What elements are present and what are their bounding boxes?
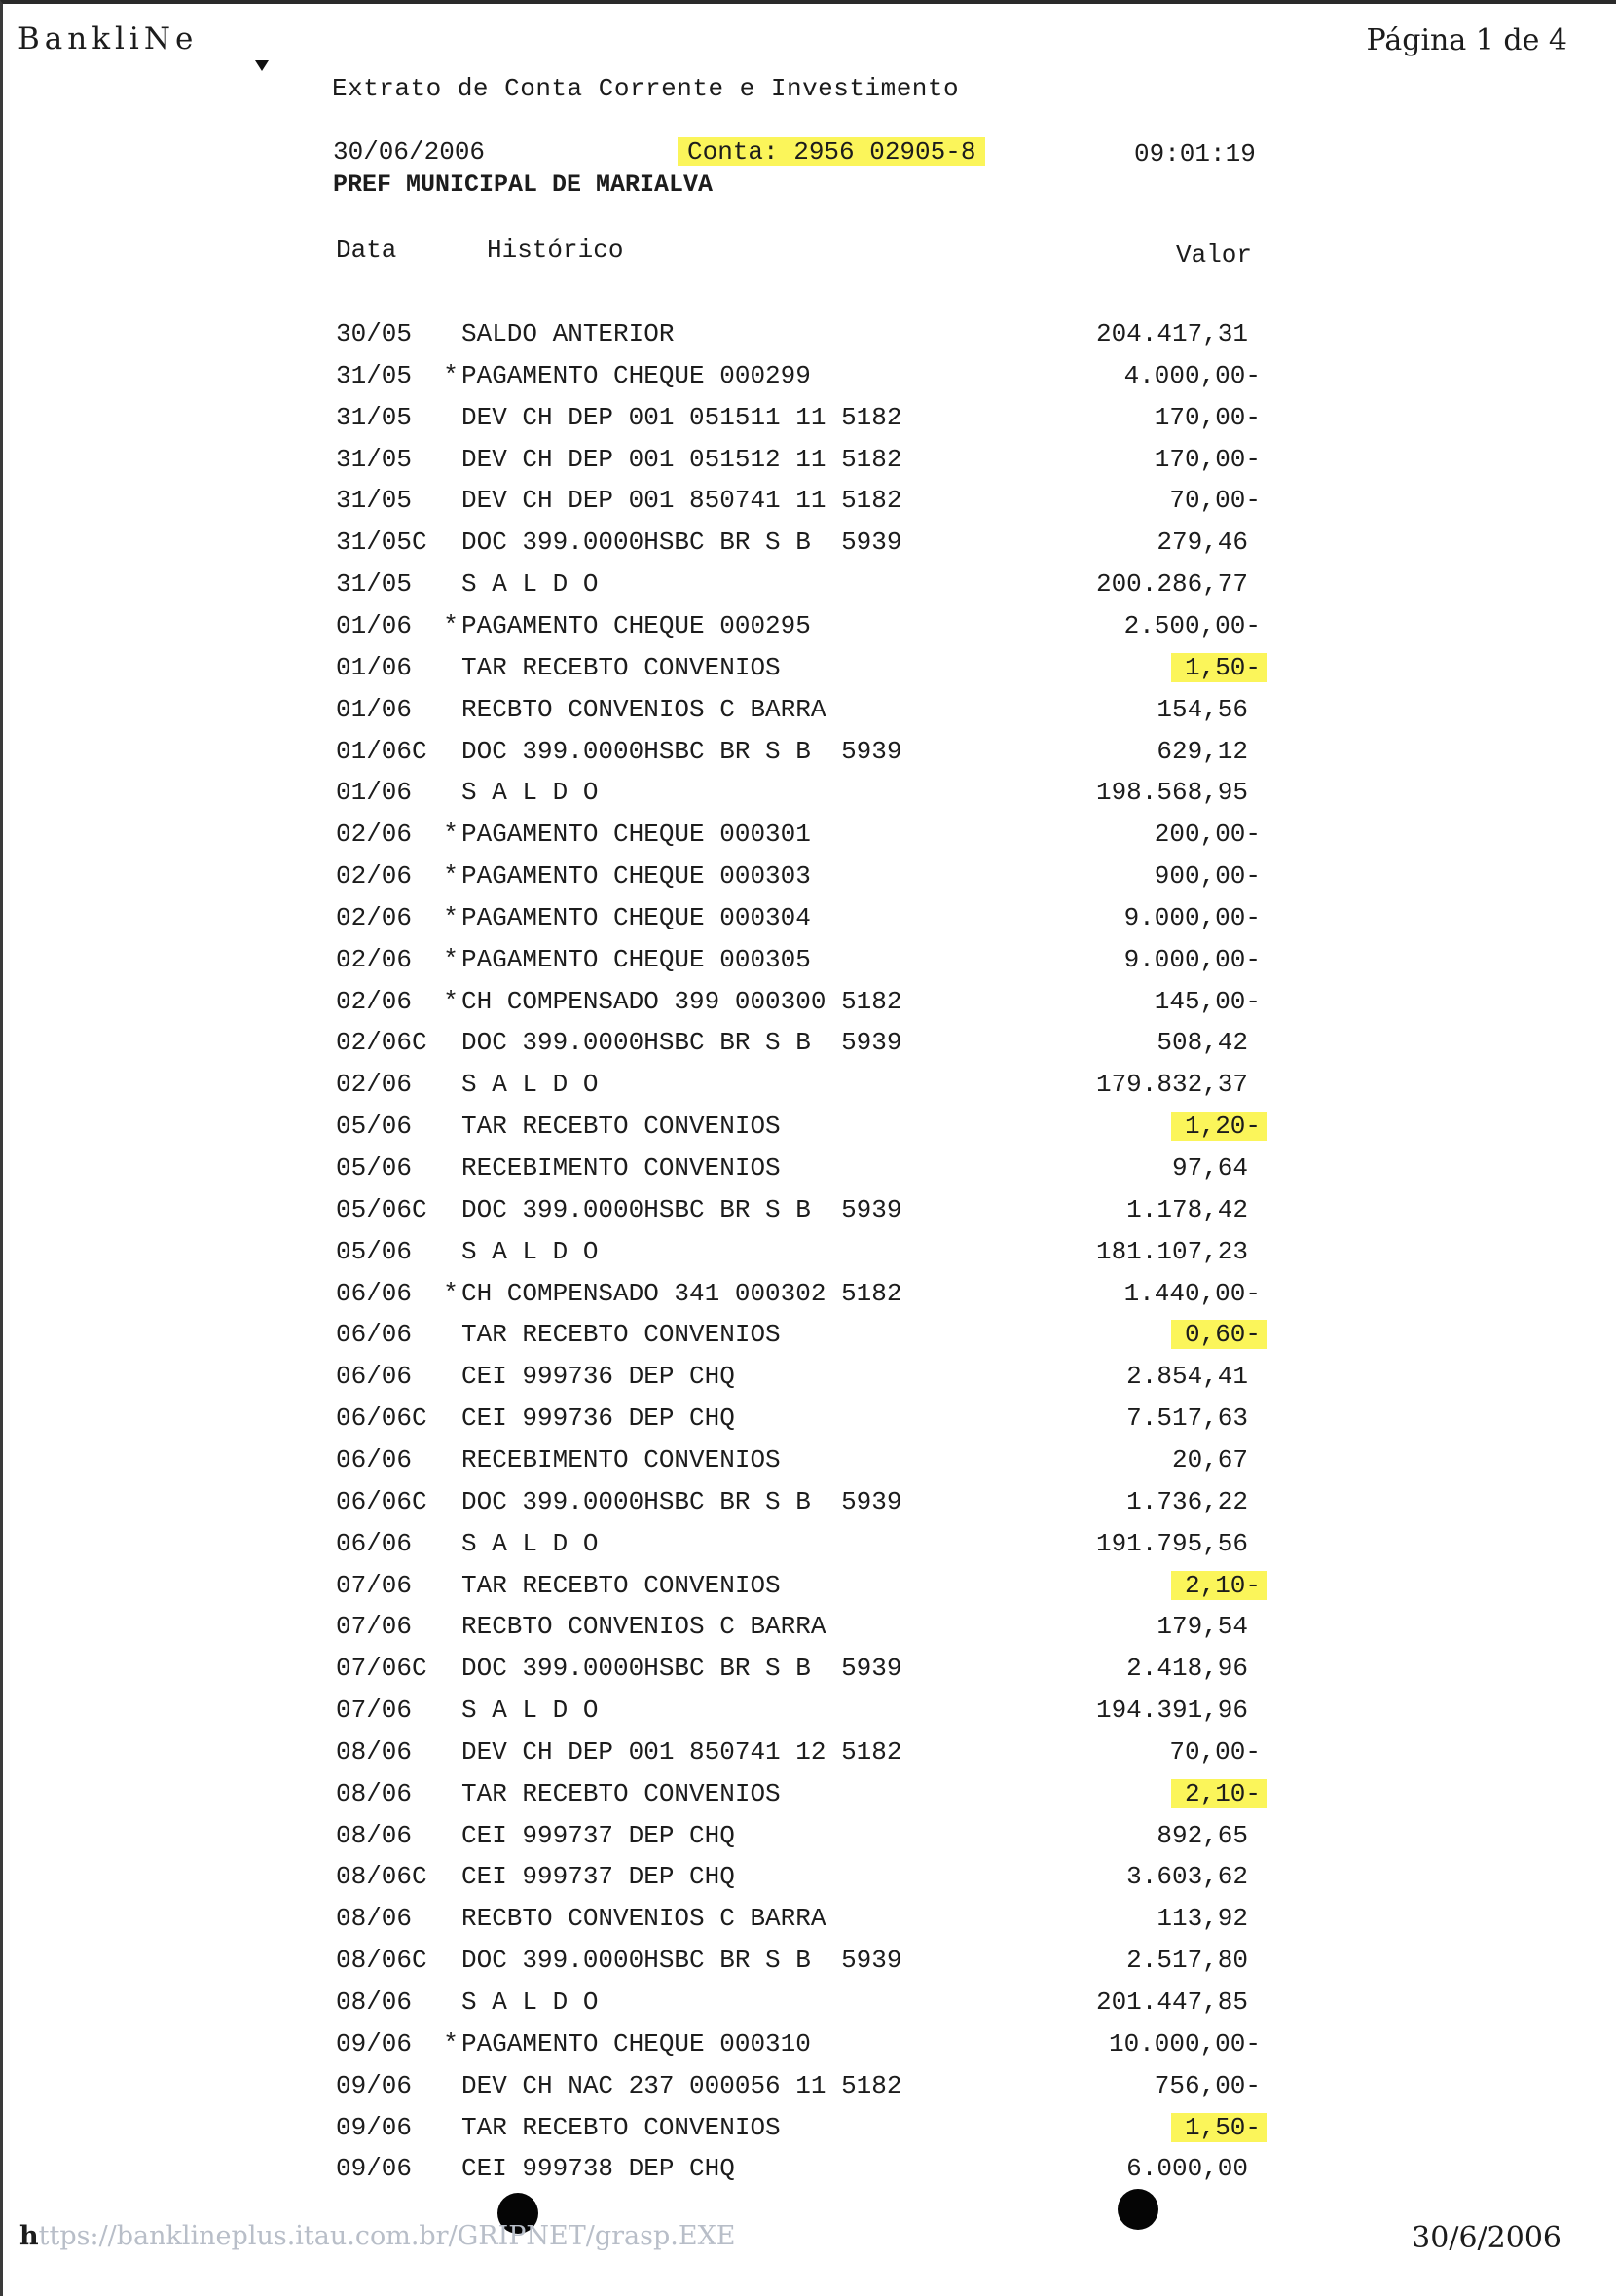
row-value: 629,12 (1157, 737, 1248, 766)
row-history: S A L D O (461, 778, 599, 807)
row-value: 508,42 (1157, 1028, 1248, 1057)
row-value: 900,00- (1154, 861, 1261, 891)
row-history: S A L D O (461, 1695, 599, 1725)
row-history: RECBTO CONVENIOS C BARRA (461, 1612, 826, 1641)
row-date: 01/06 (336, 695, 413, 724)
table-row (0, 820, 1616, 858)
row-history: RECBTO CONVENIOS C BARRA (461, 695, 826, 724)
account-holder: PREF MUNICIPAL DE MARIALVA (333, 170, 714, 199)
table-row (0, 1279, 1616, 1318)
table-row (0, 528, 1616, 566)
row-date: 09/06 (336, 2071, 413, 2100)
row-history: DEV CH DEP 001 051511 11 5182 (461, 403, 902, 432)
row-date: 31/05 (336, 445, 413, 474)
row-date: 06/06C (336, 1487, 427, 1516)
row-date: 31/05 (336, 569, 413, 599)
row-history: S A L D O (461, 1529, 599, 1558)
row-date: 08/06 (336, 1779, 413, 1808)
table-row (0, 1779, 1616, 1818)
row-value: 10.000,00- (1108, 2029, 1261, 2059)
row-value: 154,56 (1157, 695, 1248, 724)
row-history: TAR RECEBTO CONVENIOS (461, 653, 781, 682)
row-value: 1.736,22 (1126, 1487, 1248, 1516)
table-row (0, 445, 1616, 484)
table-row (0, 903, 1616, 942)
table-row (0, 653, 1616, 692)
row-date: 06/06C (336, 1403, 427, 1433)
table-row (0, 611, 1616, 650)
row-history: CEI 999737 DEP CHQ (461, 1821, 735, 1850)
account-number: Conta: 2956 02905-8 (678, 137, 985, 166)
table-row (0, 1612, 1616, 1651)
row-value: 181.107,23 (1095, 1237, 1248, 1266)
row-value: 97,64 (1171, 1153, 1248, 1183)
row-date: 06/06 (336, 1529, 413, 1558)
row-value: 170,00- (1154, 445, 1261, 474)
footer-url-prefix: h (19, 2221, 39, 2251)
row-date: 02/06 (336, 903, 413, 932)
row-history: TAR RECEBTO CONVENIOS (461, 1320, 781, 1349)
row-date: 06/06 (336, 1445, 413, 1475)
footer-url-rest: ttps://banklineplus.itau.com.br/GRIPNET/grasp.EXE (38, 2221, 736, 2251)
row-value: 4.000,00- (1123, 361, 1261, 390)
row-mark: * (443, 611, 459, 640)
row-date: 08/06C (336, 1862, 427, 1891)
row-date: 07/06 (336, 1571, 413, 1600)
footer-url (19, 2221, 736, 2251)
table-row (0, 319, 1616, 358)
table-row (0, 569, 1616, 608)
row-date: 01/06 (336, 778, 413, 807)
row-value: 1.440,00- (1123, 1279, 1261, 1308)
table-row (0, 2029, 1616, 2068)
table-row (0, 1695, 1616, 1734)
row-date: 09/06 (336, 2154, 413, 2183)
row-value: 2.517,80 (1126, 1946, 1248, 1975)
table-row (0, 1445, 1616, 1484)
row-value: 145,00- (1154, 987, 1261, 1016)
table-row (0, 2113, 1616, 2152)
statement-time: 09:01:19 (1134, 139, 1256, 168)
row-date: 07/06 (336, 1695, 413, 1725)
table-row (0, 1487, 1616, 1526)
row-value: 892,65 (1157, 1821, 1248, 1850)
row-history: DEV CH DEP 001 051512 11 5182 (461, 445, 902, 474)
row-value: 70,00- (1169, 1737, 1261, 1767)
row-date: 06/06 (336, 1362, 413, 1391)
row-history: DOC 399.0000HSBC BR S B 5939 (461, 1195, 902, 1224)
row-history: CEI 999736 DEP CHQ (461, 1403, 735, 1433)
row-date: 06/06 (336, 1320, 413, 1349)
table-row (0, 1362, 1616, 1401)
table-row (0, 1028, 1616, 1067)
app-title: BankliNe (18, 21, 199, 56)
row-value: 194.391,96 (1095, 1695, 1248, 1725)
row-date: 01/06 (336, 611, 413, 640)
table-row (0, 1153, 1616, 1192)
row-value: 179.832,37 (1095, 1070, 1248, 1099)
row-value: 200,00- (1154, 820, 1261, 849)
table-row (0, 1946, 1616, 1985)
row-history: S A L D O (461, 1070, 599, 1099)
row-mark: * (443, 861, 459, 891)
row-date: 08/06 (336, 1737, 413, 1767)
row-mark: * (443, 1279, 459, 1308)
table-row (0, 2071, 1616, 2110)
table-row (0, 1529, 1616, 1568)
row-date: 08/06 (336, 1821, 413, 1850)
row-date: 07/06C (336, 1654, 427, 1683)
row-value: 70,00- (1169, 486, 1261, 515)
row-history: S A L D O (461, 1987, 599, 2017)
row-value: 1.178,42 (1126, 1195, 1248, 1224)
row-value: 9.000,00- (1123, 945, 1261, 974)
row-value: 1,50- (1171, 2113, 1267, 2142)
row-date: 02/06 (336, 861, 413, 891)
row-date: 30/05 (336, 319, 413, 348)
row-value: 2,10- (1171, 1779, 1267, 1808)
table-row (0, 1320, 1616, 1359)
footer-print-date: 30/6/2006 (1412, 2221, 1561, 2255)
row-value: 198.568,95 (1095, 778, 1248, 807)
row-value: 279,46 (1157, 528, 1248, 557)
row-date: 01/06 (336, 653, 413, 682)
row-history: DOC 399.0000HSBC BR S B 5939 (461, 1654, 902, 1683)
row-date: 31/05C (336, 528, 427, 557)
row-history: DOC 399.0000HSBC BR S B 5939 (461, 1946, 902, 1975)
punch-hole-right (1118, 2189, 1158, 2230)
row-value: 2,10- (1171, 1571, 1267, 1600)
row-history: CEI 999736 DEP CHQ (461, 1362, 735, 1391)
table-row (0, 486, 1616, 525)
table-row (0, 1862, 1616, 1901)
row-mark: * (443, 820, 459, 849)
table-row (0, 778, 1616, 817)
row-mark: * (443, 987, 459, 1016)
row-date: 02/06 (336, 987, 413, 1016)
row-value: 9.000,00- (1123, 903, 1261, 932)
row-mark: * (443, 361, 459, 390)
row-date: 07/06 (336, 1612, 413, 1641)
row-history: RECBTO CONVENIOS C BARRA (461, 1904, 826, 1933)
row-history: CEI 999738 DEP CHQ (461, 2154, 735, 2183)
column-header-value: Valor (1176, 240, 1253, 270)
row-value: 2.418,96 (1126, 1654, 1248, 1683)
table-row (0, 1737, 1616, 1776)
row-value: 170,00- (1154, 403, 1261, 432)
table-row (0, 1571, 1616, 1610)
row-history: DEV CH DEP 001 850741 12 5182 (461, 1737, 902, 1767)
row-history: PAGAMENTO CHEQUE 000304 (461, 903, 811, 932)
row-value: 204.417,31 (1095, 319, 1248, 348)
row-date: 31/05 (336, 361, 413, 390)
row-history: S A L D O (461, 569, 599, 599)
row-history: DOC 399.0000HSBC BR S B 5939 (461, 528, 902, 557)
table-row (0, 945, 1616, 984)
row-date: 02/06C (336, 1028, 427, 1057)
row-value: 179,54 (1157, 1612, 1248, 1641)
row-value: 191.795,56 (1095, 1529, 1248, 1558)
row-history: DOC 399.0000HSBC BR S B 5939 (461, 1487, 902, 1516)
row-history: PAGAMENTO CHEQUE 000299 (461, 361, 811, 390)
row-date: 09/06 (336, 2113, 413, 2142)
row-value: 3.603,62 (1126, 1862, 1248, 1891)
row-history: DEV CH DEP 001 850741 11 5182 (461, 486, 902, 515)
row-value: 20,67 (1171, 1445, 1248, 1475)
row-value: 1,50- (1171, 653, 1267, 682)
row-date: 06/06 (336, 1279, 413, 1308)
row-date: 08/06C (336, 1946, 427, 1975)
row-date: 05/06 (336, 1112, 413, 1141)
row-value: 0,60- (1171, 1320, 1267, 1349)
row-date: 01/06C (336, 737, 427, 766)
table-row (0, 1821, 1616, 1860)
column-header-date: Data (336, 236, 397, 265)
table-row (0, 861, 1616, 900)
row-date: 02/06 (336, 1070, 413, 1099)
row-date: 08/06 (336, 1987, 413, 2017)
row-history: PAGAMENTO CHEQUE 000305 (461, 945, 811, 974)
row-history: TAR RECEBTO CONVENIOS (461, 1112, 781, 1141)
row-date: 05/06 (336, 1237, 413, 1266)
row-mark: * (443, 945, 459, 974)
row-history: CH COMPENSADO 341 000302 5182 (461, 1279, 902, 1308)
table-row (0, 2154, 1616, 2193)
row-history: PAGAMENTO CHEQUE 000295 (461, 611, 811, 640)
table-row (0, 1987, 1616, 2026)
table-row (0, 1195, 1616, 1234)
table-row (0, 1904, 1616, 1943)
row-date: 02/06 (336, 945, 413, 974)
row-value: 2.500,00- (1123, 611, 1261, 640)
row-value: 1,20- (1171, 1112, 1267, 1141)
table-row (0, 1403, 1616, 1442)
table-row (0, 403, 1616, 442)
row-date: 08/06 (336, 1904, 413, 1933)
row-mark: * (443, 2029, 459, 2059)
table-row (0, 361, 1616, 400)
row-history: CH COMPENSADO 399 000300 5182 (461, 987, 902, 1016)
row-history: PAGAMENTO CHEQUE 000301 (461, 820, 811, 849)
row-history: S A L D O (461, 1237, 599, 1266)
row-date: 31/05 (336, 486, 413, 515)
row-history: TAR RECEBTO CONVENIOS (461, 1779, 781, 1808)
row-date: 09/06 (336, 2029, 413, 2059)
row-value: 7.517,63 (1126, 1403, 1248, 1433)
row-value: 200.286,77 (1095, 569, 1248, 599)
column-header-history: Histórico (487, 236, 624, 265)
statement-date: 30/06/2006 (333, 137, 486, 166)
row-date: 02/06 (336, 820, 413, 849)
row-mark: * (443, 903, 459, 932)
cursor-arrow-icon (255, 60, 269, 71)
row-value: 6.000,00 (1126, 2154, 1248, 2183)
table-row (0, 987, 1616, 1026)
table-row (0, 695, 1616, 734)
row-history: SALDO ANTERIOR (461, 319, 675, 348)
table-row (0, 1237, 1616, 1276)
table-row (0, 1112, 1616, 1150)
row-history: PAGAMENTO CHEQUE 000303 (461, 861, 811, 891)
document-title: Extrato de Conta Corrente e Investimento (332, 74, 960, 103)
row-history: DOC 399.0000HSBC BR S B 5939 (461, 1028, 902, 1057)
row-history: PAGAMENTO CHEQUE 000310 (461, 2029, 811, 2059)
row-history: RECEBIMENTO CONVENIOS (461, 1445, 781, 1475)
row-date: 05/06 (336, 1153, 413, 1183)
row-value: 201.447,85 (1095, 1987, 1248, 2017)
row-history: DOC 399.0000HSBC BR S B 5939 (461, 737, 902, 766)
row-history: RECEBIMENTO CONVENIOS (461, 1153, 781, 1183)
table-row (0, 1070, 1616, 1109)
row-date: 31/05 (336, 403, 413, 432)
row-history: TAR RECEBTO CONVENIOS (461, 1571, 781, 1600)
row-history: TAR RECEBTO CONVENIOS (461, 2113, 781, 2142)
row-value: 113,92 (1157, 1904, 1248, 1933)
row-date: 05/06C (336, 1195, 427, 1224)
table-row (0, 1654, 1616, 1693)
row-history: CEI 999737 DEP CHQ (461, 1862, 735, 1891)
row-value: 2.854,41 (1126, 1362, 1248, 1391)
page-indicator: Página 1 de 4 (1366, 23, 1567, 57)
row-value: 756,00- (1154, 2071, 1261, 2100)
table-row (0, 737, 1616, 776)
row-history: DEV CH NAC 237 000056 11 5182 (461, 2071, 902, 2100)
